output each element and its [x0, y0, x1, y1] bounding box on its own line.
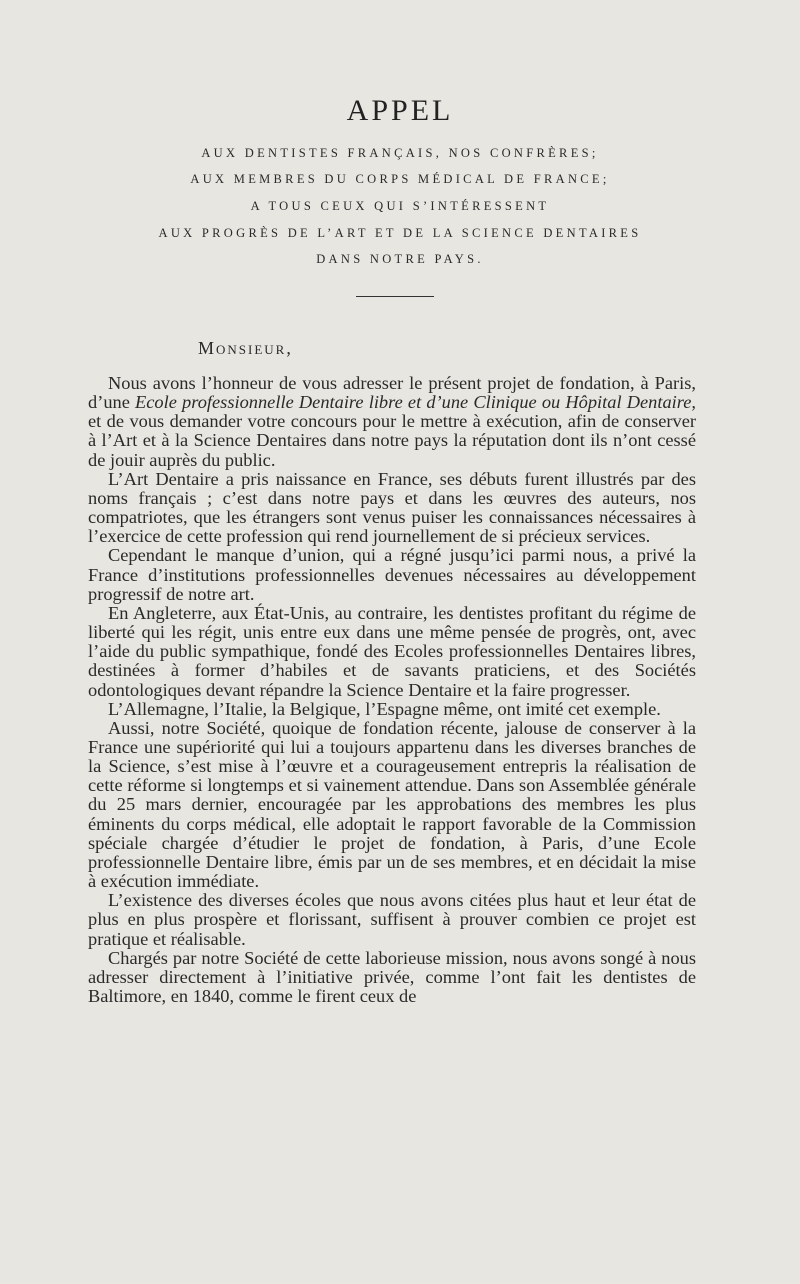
paragraph-text: Nous avons l’honneur de vous adresser le présent projet de fondation, à Paris, d’une [88, 373, 696, 413]
paragraph: L’existence des diverses écoles que nous avons citées plus haut et leur état de plus en plus prospère et florissant, suffisent à prouver combien ce projet est pratique et réalisable. [88, 890, 696, 949]
addressee-line: A TOUS CEUX QUI S’INTÉRESSENT [250, 199, 550, 213]
page-title: APPEL [346, 94, 454, 127]
addressee-line: AUX MEMBRES DU CORPS MÉDICAL DE FRANCE; [190, 172, 610, 186]
paragraph: Cependant le manque d’union, qui a régné jusqu’ici parmi nous, a privé la France d’institutions professionnelles devenues nécessaires au développement progressif de notre art. [88, 545, 696, 604]
addressee-line: AUX DENTISTES FRANÇAIS, NOS CONFRÈRES; [201, 146, 599, 160]
salutation: Monsieur, [198, 338, 293, 358]
paragraph: En Angleterre, aux État-Unis, au contraire, les dentistes profitant du régime de liberté qui les régit, unis entre eux dans une même pensée de progrès, ont, avec l’aide du public sympathique, fondé des Ecoles professionnelles Dentaires libres, destinées à former d’habiles et de savants praticiens, et des Sociétés odontologiques devant répandre la Science Dentaire et la faire progresser. [88, 602, 696, 700]
addressee-line: AUX PROGRÈS DE L’ART ET DE LA SCIENCE DENTAIRES [158, 226, 642, 240]
paragraph: Aussi, notre Société, quoique de fondation récente, jalouse de conserver à la France une supériorité qui lui a toujours appartenu dans les diverses branches de la Science, s’est mise à l’œuvre et a courageusement entrepris la réalisation de cette réforme si longtemps et si vainement attendue. Dans son Assemblée générale du 25 mars dernier, encouragée par les approbations des membres les plus éminents du corps médical, elle adoptait le rapport favorable de la Commission spéciale chargée d’étudier le projet de fondation, à Paris, d’une Ecole professionnelle Dentaire libre, émis par un de ses membres, et en décidait la mise à exécution immédiate. [88, 717, 696, 892]
addressee-line: DANS NOTRE PAYS. [316, 252, 484, 266]
paragraph: Chargés par notre Société de cette laborieuse mission, nous avons songé à nous adresser directement à l’initiative privée, comme l’ont fait les dentistes de Baltimore, en 1840, comme le firent ceux de [88, 947, 696, 1006]
divider-rule [356, 296, 434, 297]
paragraph: L’Allemagne, l’Italie, la Belgique, l’Espagne même, ont imité cet exemple. [108, 698, 661, 719]
letter-body [88, 374, 696, 1006]
paragraph: L’Art Dentaire a pris naissance en France, ses débuts furent illustrés par des noms français ; c’est dans notre pays et dans les œuvres des auteurs, nos compatriotes, que les étrangers sont venus puiser les connaissances nécessaires à l’exercice de cette profession qui rend journellement de si précieux services. [88, 468, 696, 547]
paragraph [88, 374, 696, 470]
italic-school-name: Ecole professionnelle Dentaire libre et d’une Clinique ou Hôpital Dentaire, [135, 392, 696, 413]
paragraph-text: et de vous demander votre concours pour le mettre à exécution, afin de conserver à l’Art et à la Science Dentaires dans notre pays la réputation dont ils n’ont cessé de jouir auprès du public. [88, 411, 696, 470]
